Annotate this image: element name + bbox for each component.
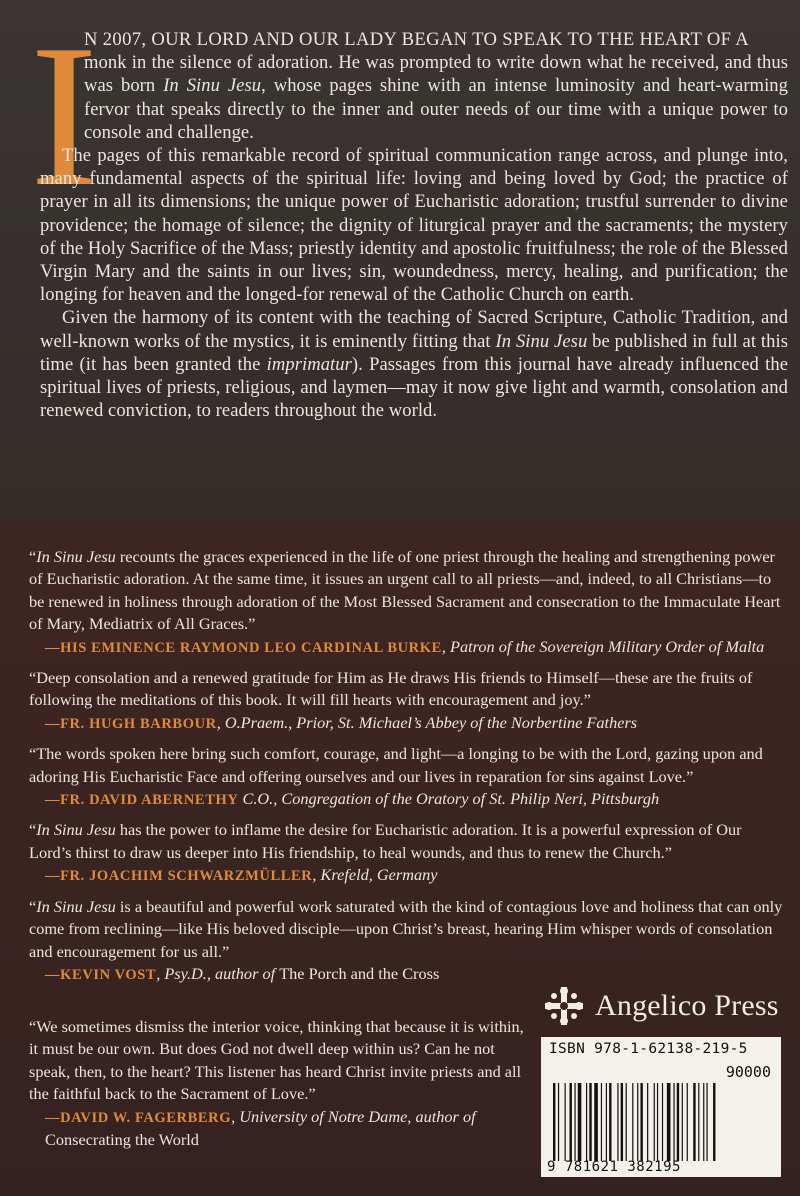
isbn-barcode-box <box>541 1037 781 1177</box>
endorser-name: —DAVID W. FAGERBERG <box>45 1109 232 1126</box>
endorser-affiliation: , O.Praem., Prior, St. Michael’s Abbey of the Norbertine Fathers <box>216 712 638 732</box>
barcode-bar <box>703 1083 704 1161</box>
endorsement-quote <box>29 1016 529 1151</box>
barcode-bar <box>713 1083 715 1161</box>
book-title-inline: In Sinu Jesu <box>36 820 116 840</box>
barcode-bar <box>677 1083 679 1161</box>
endorsement-quote <box>29 896 784 987</box>
quote-text: is a beautiful and powerful work saturated with the kind of contagious love and holiness that can only come from reclining—like His beloved disciple—upon Christ’s breast, hearing Him whisper words of consolation and encouragement for us all.” <box>29 896 783 961</box>
barcode-bar <box>606 1083 607 1161</box>
intro-text-b: , whose pages shine with an intense luminosity and heart-warming fervor that speaks directly to the inner and outer needs of our time with a unique power to console and challenge. <box>84 75 788 143</box>
intro-paragraph-1 <box>40 28 788 144</box>
intro-paragraph-2: The pages of this remarkable record of spiritual communication range across, and plunge into, many fundamental aspects of the spiritual life: loving and being loved by God; the practice of prayer in all its dimensions; the unique power of Eucharistic adoration; trustful surrender to divine providence; the homage of silence; the dignity of liturgical prayer and the sacraments; the mystery of the Holy Sacrifice of the Mass; priestly identity and apostolic fruitfulness; the role of the Blessed Virgin Mary and the saints in our lives; sin, woundedness, mercy, healing, and purification; the longing for heaven and the longed-for renewal of the Catholic Church on earth. <box>40 145 788 306</box>
final-endorsement <box>29 1016 529 1159</box>
quote-text: has the power to inflame the desire for Eucharistic adoration. It is a powerful expression of Our Lord’s thirst to draw us deeper into His friendship, to heal wounds, and thus to renew the Church.” <box>29 820 742 862</box>
barcode-bar <box>626 1083 627 1161</box>
barcode-bar <box>565 1083 566 1161</box>
barcode-bar <box>609 1083 611 1161</box>
endorser-name: —KEVIN VOST <box>45 966 157 983</box>
quote-text: “The words spoken here bring such comfort, courage, and light—a longing to be with the Lord, gazing upon and adoring His Eucharistic Face and offering ourselves and our lives in reparation for sins against Love.” <box>29 744 763 786</box>
quote-attribution <box>29 712 784 735</box>
barcode-bar <box>667 1083 671 1161</box>
endorsement-quote <box>29 743 784 811</box>
barcode-bar <box>601 1083 602 1161</box>
cross-emblem-icon <box>543 985 585 1027</box>
endorsement-quote <box>29 667 784 735</box>
endorser-name: —HIS EMINENCE RAYMOND LEO CARDINAL BURKE <box>45 639 442 656</box>
price-code: 90000 <box>725 1063 771 1081</box>
barcode-bar <box>586 1083 587 1161</box>
book-title-inline: In Sinu Jesu <box>36 896 116 916</box>
endorser-name: —FR. DAVID ABERNETHY <box>45 792 239 809</box>
quote-text: “Deep consolation and a renewed gratitude for Him as He draws His friends to Himself—these are the fruits of following the meditations of this book. It will fill hearts with encouragement and joy.” <box>29 668 753 710</box>
barcode-bar <box>589 1083 591 1161</box>
endorsement-quote <box>29 546 784 659</box>
intro-paragraph-3 <box>40 306 788 422</box>
barcode-bar <box>632 1083 633 1161</box>
endorsements <box>29 546 784 994</box>
barcode-bar <box>647 1083 648 1161</box>
endorser-book-title: Consecrating the World <box>45 1130 199 1150</box>
isbn-label: ISBN 978-1-62138-219-5 <box>549 1041 748 1057</box>
endorser-affiliation: , Krefeld, Germany <box>312 865 438 885</box>
endorser-affiliation: C.O., Congregation of the Oratory of St. Philip Neri, Pittsburgh <box>238 789 660 809</box>
open-quote: “ <box>29 896 37 916</box>
barcode-bar <box>693 1083 695 1161</box>
book-title-inline: In Sinu Jesu <box>495 330 588 352</box>
quote-text: “We sometimes dismiss the interior voice, thinking that because it is within, it must be our own. But does God not dwell deep within us? Can he not speak, then, to the heart? This listener has heard Christ invite priests and all the faithful back to the Sacrament of Love.” <box>29 1017 524 1104</box>
endorser-name: —FR. JOACHIM SCHWARZMÜLLER <box>45 868 313 885</box>
endorser-affiliation: , Patron of the Sovereign Military Order of Malta <box>441 636 765 656</box>
barcode-bar <box>594 1083 598 1161</box>
intro-p3-c: ). Passages from this journal have already influenced the spiritual lives of priests, religious, and laymen—may it now give light and warmth, consolation and renewed conviction, to readers throughout the world. <box>40 353 788 422</box>
endorser-name: —FR. HUGH BARBOUR <box>45 715 217 732</box>
quote-attribution <box>29 788 784 811</box>
barcode-bar <box>640 1083 642 1161</box>
barcode-bar <box>637 1083 638 1161</box>
intro-text-a: monk in the silence of adoration. He was prompted to write down what he received, and thus was born <box>84 52 788 97</box>
barcode-bar <box>617 1083 618 1161</box>
barcode-bar <box>657 1083 658 1161</box>
barcode-bar <box>621 1083 623 1161</box>
endorser-affiliation: , Psy.D., author of <box>156 963 280 983</box>
barcode-bar <box>578 1083 582 1161</box>
quote-attribution <box>29 963 784 986</box>
publisher-logo <box>543 985 779 1027</box>
intro-p3-b: be published in full at this time (it has been granted the <box>40 330 788 375</box>
imprimatur-word: imprimatur <box>266 353 352 375</box>
intro-opening-caps: N 2007, OUR LORD AND OUR LADY BEGAN TO SPEAK TO THE HEART OF A <box>84 29 750 50</box>
open-quote: “ <box>29 547 37 566</box>
quote-attribution <box>29 1106 529 1152</box>
barcode-bar <box>698 1083 699 1161</box>
barcode-bar <box>673 1083 674 1161</box>
barcode-bar <box>558 1083 559 1161</box>
barcode-bar <box>570 1083 572 1161</box>
barcode-bar <box>706 1083 707 1161</box>
publisher-name: Angelico Press <box>595 989 779 1022</box>
endorsement-quote <box>29 819 784 887</box>
drop-cap: I <box>30 3 98 229</box>
barcode-bar <box>682 1083 683 1161</box>
barcode-bar <box>654 1083 655 1161</box>
intro-text <box>40 28 788 422</box>
barcode <box>551 1083 773 1161</box>
endorser-book-title: The Porch and the Cross <box>279 963 440 983</box>
barcode-bar <box>687 1083 688 1161</box>
intro-p3-a: Given the harmony of its content with the teaching of Sacred Scripture, Catholic Tradition, and well-known works of the mystics, it is eminently fitting that <box>40 307 788 352</box>
endorser-affiliation: , University of Notre Dame, author of <box>231 1106 476 1126</box>
quote-text: recounts the graces experienced in the life of one priest through the healing and strengthening power of Eucharistic adoration. At the same time, it issues an urgent call to all priests—and, indeed, to all Christians—to be renewed in holiness through adoration of the Most Blessed Sacrament and consecration to the Immaculate Heart of Mary, Mediatrix of All Graces.” <box>29 547 781 634</box>
quote-attribution <box>29 864 784 887</box>
barcode-bar <box>662 1083 663 1161</box>
barcode-bar <box>574 1083 575 1161</box>
book-title-inline: In Sinu Jesu <box>36 547 116 566</box>
open-quote: “ <box>29 820 37 840</box>
barcode-bar <box>553 1083 555 1161</box>
book-title-inline: In Sinu Jesu <box>163 75 262 97</box>
barcode-digits: 9 781621 382195 <box>547 1159 681 1175</box>
quote-attribution <box>29 636 784 659</box>
